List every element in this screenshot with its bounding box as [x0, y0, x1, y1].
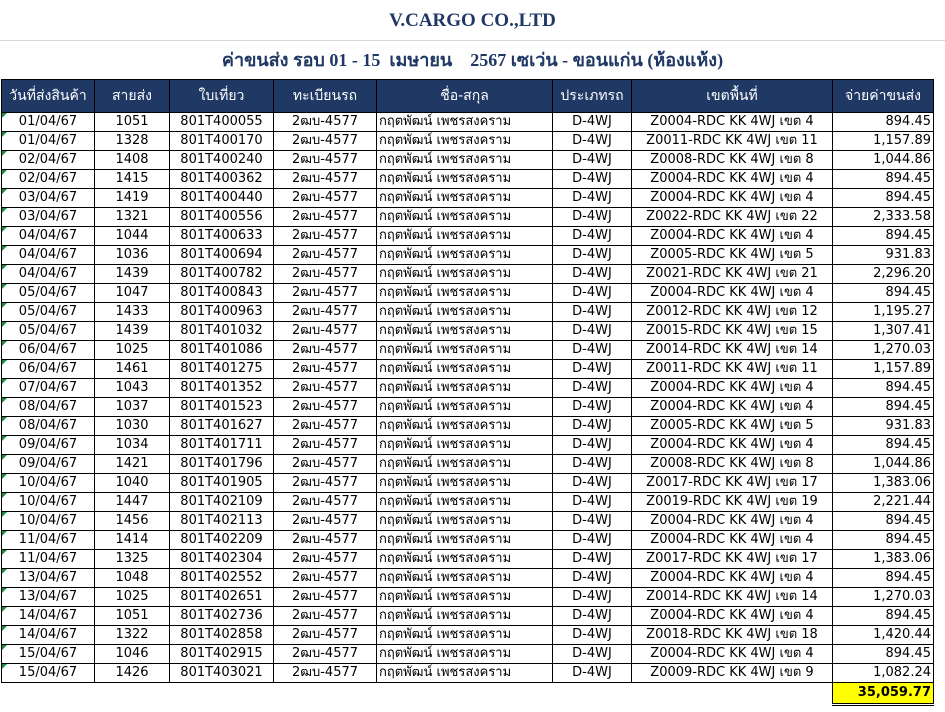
cell-trip[interactable]: 801T400240: [170, 151, 274, 170]
cell-vehicle-type[interactable]: D-4WJ: [553, 341, 632, 360]
cell-payment[interactable]: 1,420.44: [833, 626, 934, 645]
cell-date[interactable]: 05/04/67: [2, 284, 95, 303]
cell-payment[interactable]: 1,044.86: [833, 455, 934, 474]
cell-route[interactable]: 1456: [95, 512, 170, 531]
total-spacer: [2, 683, 833, 705]
cell-vehicle-type[interactable]: D-4WJ: [553, 170, 632, 189]
cell-date[interactable]: 13/04/67: [2, 588, 95, 607]
cell-date[interactable]: 04/04/67: [2, 265, 95, 284]
table-row: [2, 303, 934, 322]
cell-zone[interactable]: Z0022-RDC KK 4WJ เขต 22: [632, 208, 833, 227]
cell-vehicle-type[interactable]: D-4WJ: [553, 607, 632, 626]
cell-plate[interactable]: 2ฒบ-4577: [274, 379, 377, 398]
cell-zone[interactable]: Z0004-RDC KK 4WJ เขต 4: [632, 569, 833, 588]
cell-date[interactable]: 15/04/67: [2, 664, 95, 683]
table-row: [2, 208, 934, 227]
cell-zone[interactable]: Z0015-RDC KK 4WJ เขต 15: [632, 322, 833, 341]
cell-name[interactable]: กฤตพัฒน์ เพชรสงคราม: [377, 512, 553, 531]
cell-zone[interactable]: Z0004-RDC KK 4WJ เขต 4: [632, 531, 833, 550]
cell-payment[interactable]: 894.45: [833, 512, 934, 531]
cell-name[interactable]: กฤตพัฒน์ เพชรสงคราม: [377, 531, 553, 550]
cell-date[interactable]: 09/04/67: [2, 436, 95, 455]
cell-trip[interactable]: 801T401627: [170, 417, 274, 436]
cell-plate[interactable]: 2ฒบ-4577: [274, 550, 377, 569]
table-row: [2, 189, 934, 208]
freight-table: [1, 79, 934, 706]
cell-date[interactable]: 02/04/67: [2, 151, 95, 170]
cell-zone[interactable]: Z0004-RDC KK 4WJ เขต 4: [632, 227, 833, 246]
cell-trip[interactable]: 801T400782: [170, 265, 274, 284]
cell-route[interactable]: 1325: [95, 550, 170, 569]
cell-vehicle-type[interactable]: D-4WJ: [553, 512, 632, 531]
cell-route[interactable]: 1321: [95, 208, 170, 227]
cell-zone[interactable]: Z0004-RDC KK 4WJ เขต 4: [632, 645, 833, 664]
cell-zone[interactable]: Z0014-RDC KK 4WJ เขต 14: [632, 341, 833, 360]
cell-vehicle-type[interactable]: D-4WJ: [553, 436, 632, 455]
table-row: [2, 626, 934, 645]
cell-trip[interactable]: 801T400055: [170, 113, 274, 132]
cell-date[interactable]: 06/04/67: [2, 360, 95, 379]
cell-trip[interactable]: 801T400170: [170, 132, 274, 151]
table-row: [2, 645, 934, 664]
cell-zone[interactable]: Z0018-RDC KK 4WJ เขต 18: [632, 626, 833, 645]
cell-date[interactable]: 05/04/67: [2, 322, 95, 341]
cell-plate[interactable]: 2ฒบ-4577: [274, 607, 377, 626]
cell-vehicle-type[interactable]: D-4WJ: [553, 303, 632, 322]
cell-vehicle-type[interactable]: D-4WJ: [553, 284, 632, 303]
cell-name[interactable]: กฤตพัฒน์ เพชรสงคราม: [377, 132, 553, 151]
cell-name[interactable]: กฤตพัฒน์ เพชรสงคราม: [377, 436, 553, 455]
cell-date[interactable]: 10/04/67: [2, 512, 95, 531]
cell-vehicle-type[interactable]: D-4WJ: [553, 189, 632, 208]
cell-date[interactable]: 09/04/67: [2, 455, 95, 474]
table-row: [2, 151, 934, 170]
cell-date[interactable]: 02/04/67: [2, 170, 95, 189]
cell-zone[interactable]: Z0008-RDC KK 4WJ เขต 8: [632, 455, 833, 474]
cell-date[interactable]: 10/04/67: [2, 474, 95, 493]
cell-name[interactable]: กฤตพัฒน์ เพชรสงคราม: [377, 284, 553, 303]
cell-route[interactable]: 1421: [95, 455, 170, 474]
report-subtitle: ค่าขนส่ง รอบ 01 - 15 เมษายน 2567 เซเว่น - ขอนแก่น (ห้องแห้ง): [221, 50, 724, 70]
cell-route[interactable]: 1036: [95, 246, 170, 265]
cell-plate[interactable]: 2ฒบ-4577: [274, 360, 377, 379]
cell-name[interactable]: กฤตพัฒน์ เพชรสงคราม: [377, 322, 553, 341]
header-row: [2, 80, 934, 113]
cell-plate[interactable]: 2ฒบ-4577: [274, 189, 377, 208]
cell-payment[interactable]: 1,157.89: [833, 360, 934, 379]
cell-name[interactable]: กฤตพัฒน์ เพชรสงคราม: [377, 550, 553, 569]
table-row: [2, 284, 934, 303]
cell-route[interactable]: 1040: [95, 474, 170, 493]
cell-trip[interactable]: 801T401523: [170, 398, 274, 417]
cell-payment[interactable]: 1,383.06: [833, 550, 934, 569]
cell-name[interactable]: กฤตพัฒน์ เพชรสงคราม: [377, 569, 553, 588]
cell-name[interactable]: กฤตพัฒน์ เพชรสงคราม: [377, 455, 553, 474]
cell-trip[interactable]: 801T401275: [170, 360, 274, 379]
cell-plate[interactable]: 2ฒบ-4577: [274, 113, 377, 132]
cell-vehicle-type[interactable]: D-4WJ: [553, 474, 632, 493]
cell-name[interactable]: กฤตพัฒน์ เพชรสงคราม: [377, 664, 553, 683]
cell-payment[interactable]: 2,296.20: [833, 265, 934, 284]
cell-name[interactable]: กฤตพัฒน์ เพชรสงคราม: [377, 607, 553, 626]
cell-route[interactable]: 1044: [95, 227, 170, 246]
cell-vehicle-type[interactable]: D-4WJ: [553, 531, 632, 550]
cell-trip[interactable]: 801T402304: [170, 550, 274, 569]
cell-date[interactable]: 03/04/67: [2, 189, 95, 208]
cell-vehicle-type[interactable]: D-4WJ: [553, 227, 632, 246]
total-row: [2, 683, 934, 705]
cell-payment[interactable]: 1,082.24: [833, 664, 934, 683]
cell-payment[interactable]: 1,383.06: [833, 474, 934, 493]
cell-trip[interactable]: 801T401032: [170, 322, 274, 341]
cell-route[interactable]: 1051: [95, 607, 170, 626]
table-row: [2, 246, 934, 265]
cell-payment[interactable]: 1,195.27: [833, 303, 934, 322]
cell-payment[interactable]: 1,270.03: [833, 588, 934, 607]
cell-name[interactable]: กฤตพัฒน์ เพชรสงคราม: [377, 227, 553, 246]
cell-zone[interactable]: Z0017-RDC KK 4WJ เขต 17: [632, 550, 833, 569]
table-row: [2, 436, 934, 455]
cell-name[interactable]: กฤตพัฒน์ เพชรสงคราม: [377, 170, 553, 189]
cell-trip[interactable]: 801T400362: [170, 170, 274, 189]
cell-trip[interactable]: 801T402209: [170, 531, 274, 550]
table-row: [2, 322, 934, 341]
cell-date[interactable]: 14/04/67: [2, 626, 95, 645]
cell-route[interactable]: 1447: [95, 493, 170, 512]
cell-date[interactable]: 08/04/67: [2, 417, 95, 436]
cell-vehicle-type[interactable]: D-4WJ: [553, 645, 632, 664]
cell-payment[interactable]: 2,333.58: [833, 208, 934, 227]
cell-route[interactable]: 1048: [95, 569, 170, 588]
cell-name[interactable]: กฤตพัฒน์ เพชรสงคราม: [377, 626, 553, 645]
cell-plate[interactable]: 2ฒบ-4577: [274, 474, 377, 493]
cell-zone[interactable]: Z0004-RDC KK 4WJ เขต 4: [632, 512, 833, 531]
company-title: V.CARGO CO.,LTD: [389, 10, 556, 31]
cell-route[interactable]: 1025: [95, 588, 170, 607]
cell-plate[interactable]: 2ฒบ-4577: [274, 398, 377, 417]
cell-vehicle-type[interactable]: D-4WJ: [553, 588, 632, 607]
table-row: [2, 132, 934, 151]
cell-route[interactable]: 1461: [95, 360, 170, 379]
cell-vehicle-type[interactable]: D-4WJ: [553, 398, 632, 417]
table-row: [2, 550, 934, 569]
cell-date[interactable]: 04/04/67: [2, 246, 95, 265]
cell-payment[interactable]: 931.83: [833, 417, 934, 436]
cell-name[interactable]: กฤตพัฒน์ เพชรสงคราม: [377, 588, 553, 607]
cell-route[interactable]: 1046: [95, 645, 170, 664]
cell-route[interactable]: 1408: [95, 151, 170, 170]
cell-date[interactable]: 11/04/67: [2, 531, 95, 550]
cell-trip[interactable]: 801T402858: [170, 626, 274, 645]
cell-zone[interactable]: Z0021-RDC KK 4WJ เขต 21: [632, 265, 833, 284]
cell-route[interactable]: 1414: [95, 531, 170, 550]
cell-plate[interactable]: 2ฒบ-4577: [274, 170, 377, 189]
cell-trip[interactable]: 801T403021: [170, 664, 274, 683]
cell-route[interactable]: 1419: [95, 189, 170, 208]
cell-payment[interactable]: 894.45: [833, 379, 934, 398]
cell-vehicle-type[interactable]: D-4WJ: [553, 208, 632, 227]
col-header-trip[interactable]: ใบเที่ยว: [170, 80, 274, 113]
table-row: [2, 664, 934, 683]
cell-name[interactable]: กฤตพัฒน์ เพชรสงคราม: [377, 189, 553, 208]
table-row: [2, 227, 934, 246]
cell-plate[interactable]: 2ฒบ-4577: [274, 303, 377, 322]
cell-vehicle-type[interactable]: D-4WJ: [553, 664, 632, 683]
cell-plate[interactable]: 2ฒบ-4577: [274, 265, 377, 284]
cell-payment[interactable]: 894.45: [833, 227, 934, 246]
table-row: [2, 398, 934, 417]
cell-name[interactable]: กฤตพัฒน์ เพชรสงคราม: [377, 265, 553, 284]
cell-name[interactable]: กฤตพัฒน์ เพชรสงคราม: [377, 379, 553, 398]
cell-plate[interactable]: 2ฒบ-4577: [274, 208, 377, 227]
cell-zone[interactable]: Z0004-RDC KK 4WJ เขต 4: [632, 284, 833, 303]
cell-trip[interactable]: 801T401796: [170, 455, 274, 474]
cell-trip[interactable]: 801T400963: [170, 303, 274, 322]
cell-vehicle-type[interactable]: D-4WJ: [553, 322, 632, 341]
cell-payment[interactable]: 1,157.89: [833, 132, 934, 151]
cell-zone[interactable]: Z0004-RDC KK 4WJ เขต 4: [632, 189, 833, 208]
cell-route[interactable]: 1439: [95, 265, 170, 284]
cell-plate[interactable]: 2ฒบ-4577: [274, 455, 377, 474]
cell-plate[interactable]: 2ฒบ-4577: [274, 436, 377, 455]
cell-zone[interactable]: Z0012-RDC KK 4WJ เขต 12: [632, 303, 833, 322]
cell-name[interactable]: กฤตพัฒน์ เพชรสงคราม: [377, 417, 553, 436]
table-body: [2, 113, 934, 683]
cell-zone[interactable]: Z0004-RDC KK 4WJ เขต 4: [632, 379, 833, 398]
cell-plate[interactable]: 2ฒบ-4577: [274, 569, 377, 588]
table-row: [2, 512, 934, 531]
cell-trip[interactable]: 801T402552: [170, 569, 274, 588]
cell-plate[interactable]: 2ฒบ-4577: [274, 227, 377, 246]
cell-date[interactable]: 14/04/67: [2, 607, 95, 626]
cell-vehicle-type[interactable]: D-4WJ: [553, 455, 632, 474]
col-header-name[interactable]: ชื่อ-สกุล: [377, 80, 553, 113]
cell-zone[interactable]: Z0004-RDC KK 4WJ เขต 4: [632, 113, 833, 132]
cell-zone[interactable]: Z0004-RDC KK 4WJ เขต 4: [632, 436, 833, 455]
table-row: [2, 341, 934, 360]
cell-payment[interactable]: 894.45: [833, 436, 934, 455]
cell-plate[interactable]: 2ฒบ-4577: [274, 531, 377, 550]
cell-payment[interactable]: 894.45: [833, 569, 934, 588]
cell-name[interactable]: กฤตพัฒน์ เพชรสงคราม: [377, 208, 553, 227]
cell-name[interactable]: กฤตพัฒน์ เพชรสงคราม: [377, 360, 553, 379]
cell-route[interactable]: 1047: [95, 284, 170, 303]
table-row: [2, 569, 934, 588]
cell-payment[interactable]: 894.45: [833, 170, 934, 189]
cell-payment[interactable]: 1,270.03: [833, 341, 934, 360]
table-row: [2, 113, 934, 132]
cell-route[interactable]: 1037: [95, 398, 170, 417]
table-row: [2, 607, 934, 626]
cell-trip[interactable]: 801T401086: [170, 341, 274, 360]
cell-vehicle-type[interactable]: D-4WJ: [553, 379, 632, 398]
cell-payment[interactable]: 894.45: [833, 398, 934, 417]
cell-trip[interactable]: 801T401905: [170, 474, 274, 493]
cell-zone[interactable]: Z0014-RDC KK 4WJ เขต 14: [632, 588, 833, 607]
table-row: [2, 417, 934, 436]
cell-route[interactable]: 1439: [95, 322, 170, 341]
cell-vehicle-type[interactable]: D-4WJ: [553, 569, 632, 588]
cell-payment[interactable]: 894.45: [833, 645, 934, 664]
cell-vehicle-type[interactable]: D-4WJ: [553, 550, 632, 569]
cell-date[interactable]: 04/04/67: [2, 227, 95, 246]
cell-name[interactable]: กฤตพัฒน์ เพชรสงคราม: [377, 493, 553, 512]
table-row: [2, 379, 934, 398]
cell-route[interactable]: 1043: [95, 379, 170, 398]
cell-plate[interactable]: 2ฒบ-4577: [274, 417, 377, 436]
cell-plate[interactable]: 2ฒบ-4577: [274, 512, 377, 531]
cell-plate[interactable]: 2ฒบ-4577: [274, 588, 377, 607]
cell-payment[interactable]: 894.45: [833, 531, 934, 550]
cell-name[interactable]: กฤตพัฒน์ เพชรสงคราม: [377, 341, 553, 360]
col-header-plate[interactable]: ทะเบียนรถ: [274, 80, 377, 113]
cell-payment[interactable]: 1,044.86: [833, 151, 934, 170]
cell-name[interactable]: กฤตพัฒน์ เพชรสงคราม: [377, 474, 553, 493]
col-header-zone[interactable]: เขตพื้นที่: [632, 80, 833, 113]
cell-trip[interactable]: 801T400556: [170, 208, 274, 227]
cell-payment[interactable]: 894.45: [833, 189, 934, 208]
cell-name[interactable]: กฤตพัฒน์ เพชรสงคราม: [377, 303, 553, 322]
cell-date[interactable]: 01/04/67: [2, 132, 95, 151]
cell-zone[interactable]: Z0004-RDC KK 4WJ เขต 4: [632, 398, 833, 417]
cell-route[interactable]: 1328: [95, 132, 170, 151]
table-row: [2, 531, 934, 550]
title-divider: [0, 40, 945, 41]
cell-trip[interactable]: 801T401352: [170, 379, 274, 398]
cell-date[interactable]: 06/04/67: [2, 341, 95, 360]
cell-vehicle-type[interactable]: D-4WJ: [553, 151, 632, 170]
cell-vehicle-type[interactable]: D-4WJ: [553, 113, 632, 132]
cell-plate[interactable]: 2ฒบ-4577: [274, 645, 377, 664]
cell-trip[interactable]: 801T400633: [170, 227, 274, 246]
cell-trip[interactable]: 801T400843: [170, 284, 274, 303]
cell-date[interactable]: 01/04/67: [2, 113, 95, 132]
cell-vehicle-type[interactable]: D-4WJ: [553, 493, 632, 512]
cell-route[interactable]: 1030: [95, 417, 170, 436]
cell-route[interactable]: 1025: [95, 341, 170, 360]
cell-zone[interactable]: Z0004-RDC KK 4WJ เขต 4: [632, 607, 833, 626]
cell-zone[interactable]: Z0017-RDC KK 4WJ เขต 17: [632, 474, 833, 493]
table-row: [2, 588, 934, 607]
table-row: [2, 170, 934, 189]
table-row: [2, 493, 934, 512]
cell-payment[interactable]: 931.83: [833, 246, 934, 265]
cell-name[interactable]: กฤตพัฒน์ เพชรสงคราม: [377, 151, 553, 170]
cell-payment[interactable]: 2,221.44: [833, 493, 934, 512]
cell-vehicle-type[interactable]: D-4WJ: [553, 132, 632, 151]
cell-trip[interactable]: 801T400440: [170, 189, 274, 208]
cell-payment[interactable]: 894.45: [833, 113, 934, 132]
cell-zone[interactable]: Z0004-RDC KK 4WJ เขต 4: [632, 170, 833, 189]
cell-date[interactable]: 08/04/67: [2, 398, 95, 417]
cell-date[interactable]: 11/04/67: [2, 550, 95, 569]
table-row: [2, 455, 934, 474]
cell-zone[interactable]: Z0011-RDC KK 4WJ เขต 11: [632, 360, 833, 379]
col-header-date[interactable]: วันที่ส่งสินค้า: [2, 80, 95, 113]
cell-payment[interactable]: 894.45: [833, 284, 934, 303]
col-header-route[interactable]: สายส่ง: [95, 80, 170, 113]
cell-trip[interactable]: 801T400694: [170, 246, 274, 265]
cell-name[interactable]: กฤตพัฒน์ เพชรสงคราม: [377, 113, 553, 132]
cell-vehicle-type[interactable]: D-4WJ: [553, 265, 632, 284]
cell-date[interactable]: 03/04/67: [2, 208, 95, 227]
cell-zone[interactable]: Z0019-RDC KK 4WJ เขต 19: [632, 493, 833, 512]
cell-vehicle-type[interactable]: D-4WJ: [553, 360, 632, 379]
cell-name[interactable]: กฤตพัฒน์ เพชรสงคราม: [377, 398, 553, 417]
cell-trip[interactable]: 801T402109: [170, 493, 274, 512]
cell-plate[interactable]: 2ฒบ-4577: [274, 626, 377, 645]
cell-trip[interactable]: 801T402915: [170, 645, 274, 664]
cell-zone[interactable]: Z0008-RDC KK 4WJ เขต 8: [632, 151, 833, 170]
cell-route[interactable]: 1034: [95, 436, 170, 455]
cell-plate[interactable]: 2ฒบ-4577: [274, 132, 377, 151]
col-header-vehicle-type[interactable]: ประเภทรถ: [553, 80, 632, 113]
cell-route[interactable]: 1426: [95, 664, 170, 683]
cell-route[interactable]: 1051: [95, 113, 170, 132]
cell-plate[interactable]: 2ฒบ-4577: [274, 341, 377, 360]
cell-plate[interactable]: 2ฒบ-4577: [274, 151, 377, 170]
cell-zone[interactable]: Z0011-RDC KK 4WJ เขต 11: [632, 132, 833, 151]
cell-zone[interactable]: Z0005-RDC KK 4WJ เขต 5: [632, 246, 833, 265]
cell-payment[interactable]: 894.45: [833, 607, 934, 626]
total-amount[interactable]: 35,059.77: [833, 683, 934, 705]
cell-zone[interactable]: Z0009-RDC KK 4WJ เขต 9: [632, 664, 833, 683]
cell-payment[interactable]: 1,307.41: [833, 322, 934, 341]
cell-route[interactable]: 1433: [95, 303, 170, 322]
table-row: [2, 360, 934, 379]
table-row: [2, 265, 934, 284]
cell-date[interactable]: 07/04/67: [2, 379, 95, 398]
table-row: [2, 474, 934, 493]
cell-route[interactable]: 1322: [95, 626, 170, 645]
cell-trip[interactable]: 801T402736: [170, 607, 274, 626]
cell-vehicle-type[interactable]: D-4WJ: [553, 246, 632, 265]
cell-trip[interactable]: 801T402113: [170, 512, 274, 531]
col-header-payment[interactable]: จ่ายค่าขนส่ง: [833, 80, 934, 113]
cell-date[interactable]: 05/04/67: [2, 303, 95, 322]
cell-trip[interactable]: 801T401711: [170, 436, 274, 455]
cell-plate[interactable]: 2ฒบ-4577: [274, 664, 377, 683]
cell-date[interactable]: 13/04/67: [2, 569, 95, 588]
cell-date[interactable]: 15/04/67: [2, 645, 95, 664]
cell-plate[interactable]: 2ฒบ-4577: [274, 246, 377, 265]
cell-trip[interactable]: 801T402651: [170, 588, 274, 607]
cell-plate[interactable]: 2ฒบ-4577: [274, 322, 377, 341]
cell-route[interactable]: 1415: [95, 170, 170, 189]
cell-plate[interactable]: 2ฒบ-4577: [274, 493, 377, 512]
cell-zone[interactable]: Z0005-RDC KK 4WJ เขต 5: [632, 417, 833, 436]
cell-name[interactable]: กฤตพัฒน์ เพชรสงคราม: [377, 645, 553, 664]
cell-vehicle-type[interactable]: D-4WJ: [553, 626, 632, 645]
cell-date[interactable]: 10/04/67: [2, 493, 95, 512]
cell-name[interactable]: กฤตพัฒน์ เพชรสงคราม: [377, 246, 553, 265]
cell-plate[interactable]: 2ฒบ-4577: [274, 284, 377, 303]
cell-vehicle-type[interactable]: D-4WJ: [553, 417, 632, 436]
